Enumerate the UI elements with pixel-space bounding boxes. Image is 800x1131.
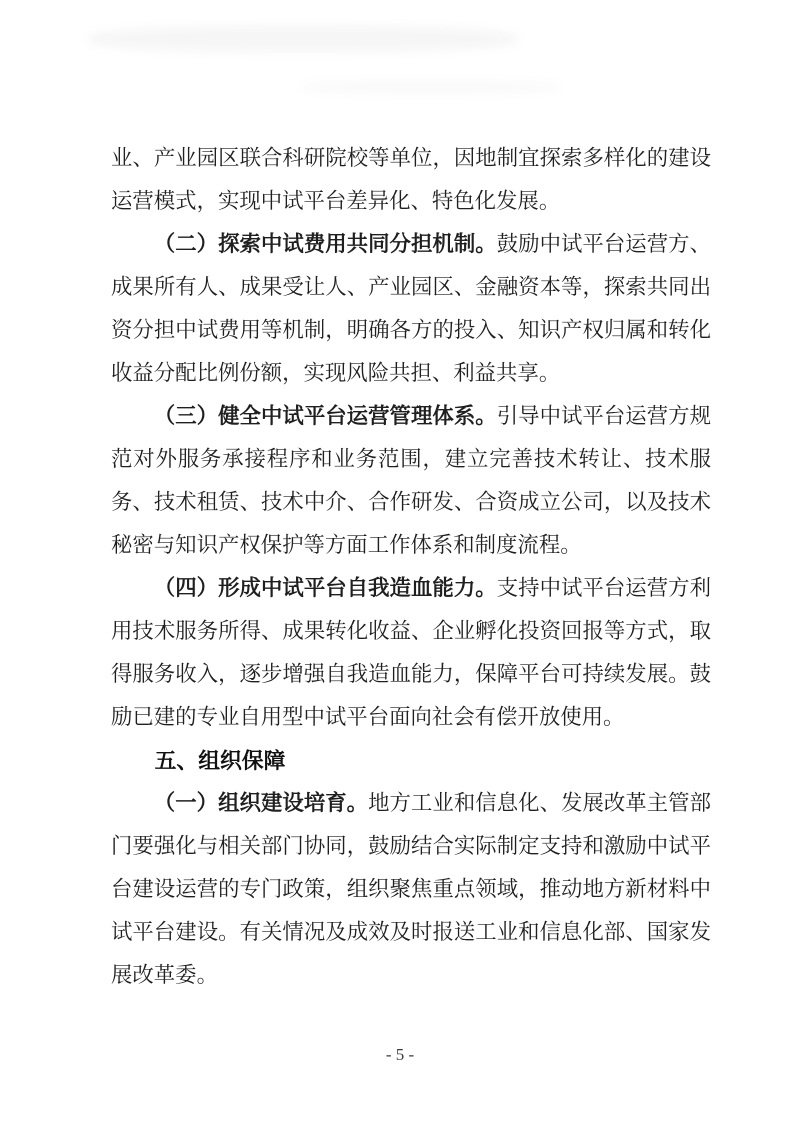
- page-footer: [0, 1044, 800, 1066]
- paragraph-item-1: [111, 782, 711, 997]
- paragraph-text: 鼓励中试平台运营方、成果所有人、成果受让人、产业园区、金融资本等，探索共同出资分担中试费用等机制，明确各方的投入、知识产权归属和转化收益分配比例份额，实现风险共担、利益共享。: [111, 232, 711, 385]
- paragraph-text: 引导中试平台运营方规范对外服务承接程序和业务范围，建立完善技术转让、技术服务、技术租赁、技术中介、合作研发、合资成立公司，以及技术秘密与知识产权保护等方面工作体系和制度流程。: [111, 404, 711, 557]
- paragraph-lead: （二）探索中试费用共同分担机制。: [153, 232, 497, 256]
- section-heading: 五、组织保障: [154, 748, 286, 773]
- paragraph-item-2: [111, 223, 711, 395]
- paragraph-text: 地方工业和信息化、发展改革主管部门要强化与相关部门协同，鼓励结合实际制定支持和激励中试平台建设运营的专门政策，组织聚焦重点领域，推动地方新材料中试平台建设。有关情况及成效及时报送工业和信息化部、国家发展改革委。: [111, 791, 711, 987]
- paragraph-lead: （四）形成中试平台自我造血能力。: [153, 576, 497, 600]
- paragraph-lead: （三）健全中试平台运营管理体系。: [153, 404, 497, 428]
- scan-smudge-artifact: [88, 26, 518, 52]
- paragraph-continuation: [111, 137, 711, 223]
- document-body: [111, 137, 711, 997]
- paragraph-item-3: [111, 395, 711, 567]
- scan-smudge-artifact-2: [300, 80, 560, 94]
- paragraph-text: 支持中试平台运营方利用技术服务所得、成果转化收益、企业孵化投资回报等方式，取得服务收入，逐步增强自我造血能力，保障平台可持续发展。鼓励已建的专业自用型中试平台面向社会有偿开放使用。: [111, 576, 711, 729]
- paragraph-text: 业、产业园区联合科研院校等单位，因地制宜探索多样化的建设运营模式，实现中试平台差异化、特色化发展。: [111, 146, 711, 213]
- page-number: - 5 -: [385, 1045, 415, 1064]
- paragraph-lead: （一）组织建设培育。: [153, 791, 369, 815]
- paragraph-item-4: [111, 567, 711, 739]
